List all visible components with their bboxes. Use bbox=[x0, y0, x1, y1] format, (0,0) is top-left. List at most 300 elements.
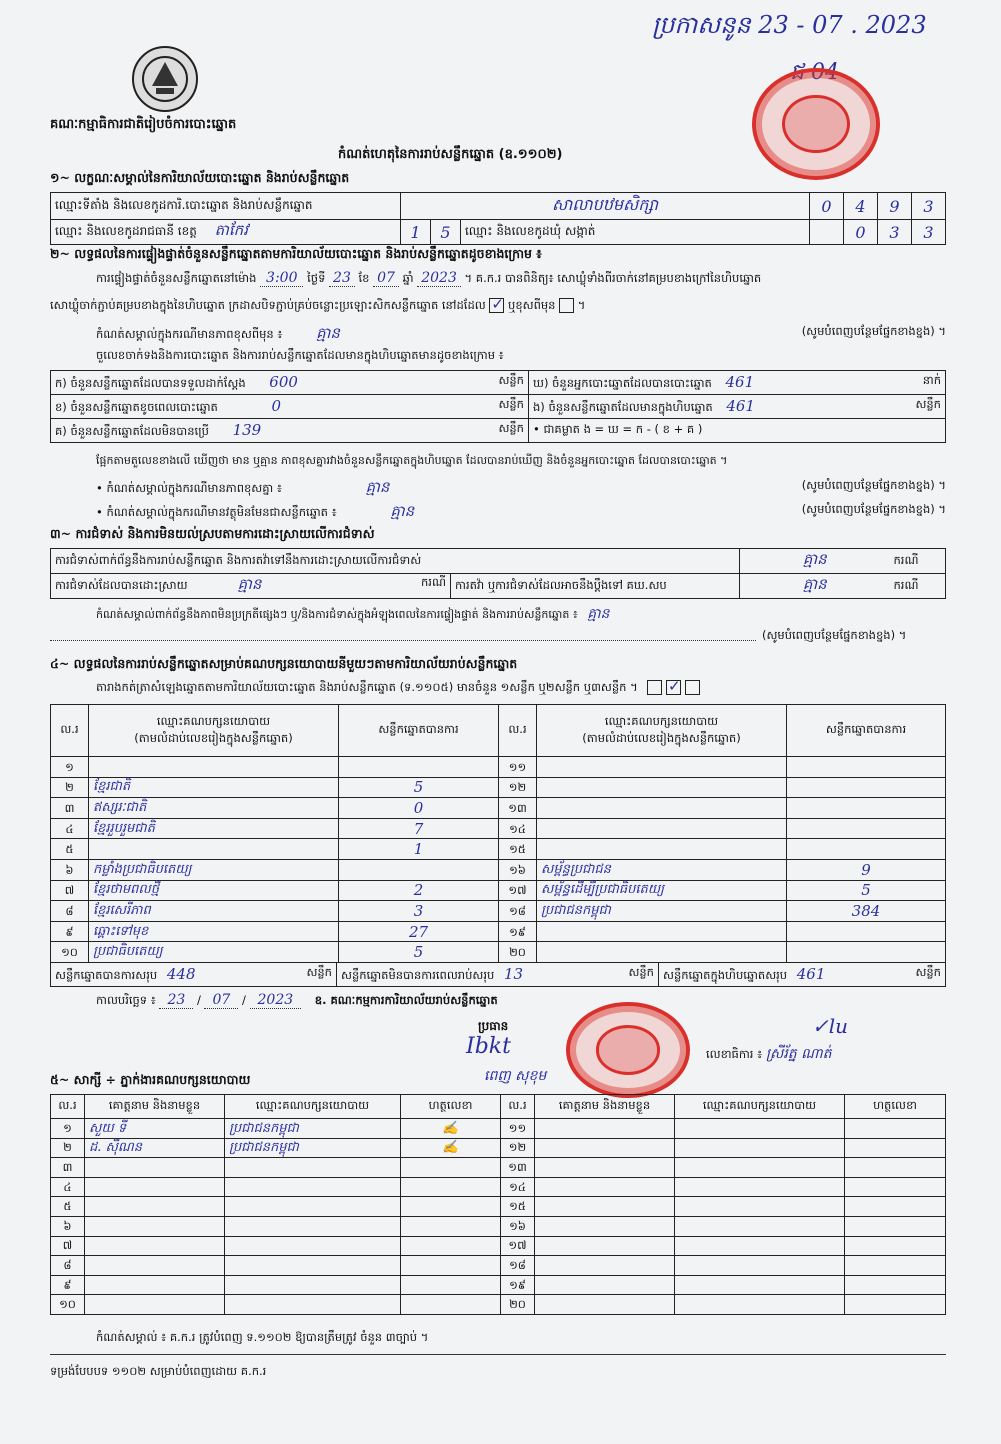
witness-no: ៣ bbox=[51, 1158, 85, 1178]
result-votes bbox=[787, 921, 946, 942]
result-party: សម្ព័ន្ធប្រជាជន bbox=[537, 859, 787, 880]
witness-signature bbox=[845, 1236, 946, 1256]
section-3-title: ៣~ ការជំទាស់ និងការមិនយល់ស្របតាមការដោះស្រាយលើការជំទាស់ bbox=[50, 526, 375, 541]
result-votes: 1 bbox=[339, 839, 499, 860]
objection-r2-text: ការជំទាស់ដែលបានដោះស្រាយ bbox=[55, 578, 188, 592]
witness-signature bbox=[845, 1295, 946, 1315]
result-party bbox=[537, 839, 787, 860]
witness-row bbox=[51, 1197, 946, 1217]
witness-no: ១៤ bbox=[501, 1177, 535, 1197]
witness-no: ១១ bbox=[501, 1119, 535, 1139]
province-label bbox=[51, 220, 401, 245]
result-no: ៧ bbox=[51, 880, 89, 901]
section-1-table bbox=[50, 192, 946, 245]
witness-party bbox=[675, 1216, 845, 1236]
result-party: កម្លាំងប្រជាធិបតេយ្យ bbox=[89, 859, 339, 880]
row-kh bbox=[51, 395, 529, 419]
witness-party bbox=[675, 1177, 845, 1197]
witness-party bbox=[675, 1119, 845, 1139]
result-votes: 5 bbox=[339, 942, 499, 963]
result-no: ៨ bbox=[51, 901, 89, 922]
formula: • ជាគម្លាត ង = ឃ = ក - ( ខ + គ ) bbox=[529, 419, 946, 443]
objection-r2-case2: ករណី bbox=[890, 574, 946, 599]
footer-divider bbox=[50, 1354, 946, 1355]
witness-no: ៩ bbox=[51, 1275, 85, 1295]
secretary-name: ស្រីរ័ត្ន ណាត់ bbox=[765, 1046, 832, 1062]
witness-no: ១៦ bbox=[501, 1216, 535, 1236]
witness-name bbox=[535, 1119, 675, 1139]
witness-signature bbox=[401, 1256, 501, 1276]
secretary-line bbox=[706, 1044, 832, 1065]
witness-signature bbox=[845, 1177, 946, 1197]
witness-signature bbox=[401, 1197, 501, 1217]
section-5-title: ៥~ សាក្សី ÷ ភ្នាក់ងារគណបក្សនយោបាយ bbox=[50, 1072, 251, 1087]
three-sheet-checkbox[interactable] bbox=[685, 680, 700, 695]
result-no: ៤ bbox=[51, 818, 89, 839]
province-code-1: 1 bbox=[401, 220, 431, 245]
result-party: ឆ្ពោះទៅមុខ bbox=[89, 921, 339, 942]
objection-table bbox=[50, 548, 946, 599]
witness-signature: ✍ bbox=[401, 1119, 501, 1139]
witness-signature bbox=[845, 1197, 946, 1217]
witness-signature bbox=[401, 1216, 501, 1236]
results-row bbox=[51, 942, 946, 963]
total-valid-value: 448 bbox=[166, 964, 196, 983]
result-party bbox=[537, 798, 787, 819]
total-invalid bbox=[337, 963, 659, 987]
total-box-label: សន្លឹកឆ្នោតក្នុងហិបឆ្នោតសរុប bbox=[663, 967, 788, 982]
ng-label: ង) ចំនួនសន្លឹកឆ្នោតដែលមានក្នុងហិបឆ្នោត bbox=[533, 399, 713, 414]
footer-text: ទម្រង់បែបបទ ១១០២ សម្រាប់បំពេញដោយ គ.ក.រ bbox=[50, 1364, 267, 1378]
result-no: ២០ bbox=[499, 942, 537, 963]
result-no: ៩ bbox=[51, 921, 89, 942]
result-votes bbox=[787, 839, 946, 860]
result-no: ៣ bbox=[51, 798, 89, 819]
witness-name bbox=[535, 1177, 675, 1197]
witness-name bbox=[535, 1256, 675, 1276]
result-votes bbox=[787, 777, 946, 798]
w-col-no-right: ល.រ bbox=[501, 1095, 535, 1119]
top-handwritten-number: ផ 04 bbox=[790, 60, 839, 85]
commune-code-2: 3 bbox=[878, 220, 912, 245]
g-value: 139 bbox=[232, 420, 262, 439]
result-no: ៥ bbox=[51, 839, 89, 860]
result-no: ១៨ bbox=[499, 901, 537, 922]
chair-name: ពេញ សុខុម bbox=[484, 1068, 547, 1084]
witness-signature: ✍ bbox=[401, 1138, 501, 1158]
witness-no: ១៣ bbox=[501, 1158, 535, 1178]
witness-name bbox=[85, 1158, 225, 1178]
witness-name bbox=[535, 1138, 675, 1158]
witness-no: ៨ bbox=[51, 1256, 85, 1276]
result-votes bbox=[787, 798, 946, 819]
results-row bbox=[51, 859, 946, 880]
col-party-right bbox=[537, 705, 787, 757]
object-note-label: • កំណត់សម្គាល់ក្នុងករណីមានវត្ថុមិនមែនជាសន្លឹកឆ្នោត ៖ bbox=[96, 505, 337, 519]
result-votes bbox=[339, 757, 499, 778]
commune-code-3: 3 bbox=[912, 220, 946, 245]
witness-signature bbox=[845, 1138, 946, 1158]
witness-no: ១២ bbox=[501, 1138, 535, 1158]
k-value: 600 bbox=[269, 372, 298, 391]
witness-party bbox=[225, 1275, 401, 1295]
witness-row bbox=[51, 1138, 946, 1158]
result-votes: 5 bbox=[339, 777, 499, 798]
results-row bbox=[51, 818, 946, 839]
ng-value: 461 bbox=[726, 396, 755, 415]
irregularity-dotted-line bbox=[50, 640, 756, 641]
results-table bbox=[50, 704, 946, 963]
w-col-name-left: គោត្តនាម និងនាមខ្លួន bbox=[85, 1095, 225, 1119]
difference-line: ផ្អែកតាមតួលេខខាងលើ ឃើញថា មាន ឬគ្មាន ភាពខុសគ្នារវាងចំនួនសន្លឹកឆ្នោតក្នុងហិបឆ្នោត ដែលបានរាប់ឃើញ និងចំនួនអ្នកបោះឆ្នោត ដែលបានបោះឆ្នោត ។ bbox=[96, 454, 728, 467]
object-note-hint: (សូមបំពេញបន្ថែមផ្នែកខាងខ្នង) ។ bbox=[801, 502, 946, 516]
diff-note-line bbox=[96, 478, 946, 500]
witness-name: សួយ ទី bbox=[85, 1119, 225, 1139]
kk-unit: នាក់ bbox=[922, 372, 941, 387]
change-note-label: កំណត់សម្គាល់ក្នុងករណីមានភាពខុសពីមុន ៖ bbox=[96, 327, 283, 341]
witness-signature bbox=[845, 1119, 946, 1139]
witness-name bbox=[535, 1295, 675, 1315]
two-sheet-checkbox[interactable] bbox=[666, 680, 681, 695]
results-row bbox=[51, 880, 946, 901]
witness-name bbox=[85, 1197, 225, 1217]
date-day: 23 bbox=[159, 992, 193, 1009]
results-row bbox=[51, 777, 946, 798]
witness-row bbox=[51, 1216, 946, 1236]
result-no: ១១ bbox=[499, 757, 537, 778]
witness-no: ៧ bbox=[51, 1236, 85, 1256]
witness-signature bbox=[401, 1177, 501, 1197]
secretary-signature: ✓lu bbox=[812, 1014, 849, 1038]
witness-no: ១៧ bbox=[501, 1236, 535, 1256]
w-col-no-left: ល.រ bbox=[51, 1095, 85, 1119]
result-votes: 7 bbox=[339, 818, 499, 839]
witness-no: ៥ bbox=[51, 1197, 85, 1217]
result-votes: 5 bbox=[787, 880, 946, 901]
witness-party bbox=[225, 1295, 401, 1315]
result-no: ២ bbox=[51, 777, 89, 798]
result-votes: 0 bbox=[339, 798, 499, 819]
w-col-sign-left: ហត្ថលេខា bbox=[401, 1095, 501, 1119]
total-box-value: 461 bbox=[796, 964, 826, 983]
witness-name bbox=[535, 1158, 675, 1178]
station-code-3: 9 bbox=[878, 193, 912, 220]
col-party-left-sub: (តាមលំដាប់លេខរៀងក្នុងសន្លឹកឆ្នោត) bbox=[134, 730, 293, 745]
result-party: ខ្មែរថាមពលថ្មី bbox=[89, 880, 339, 901]
witness-party bbox=[225, 1256, 401, 1276]
result-party: ប្រជាធិបតេយ្យ bbox=[89, 942, 339, 963]
w-col-party-right: ឈ្មោះគណបក្សនយោបាយ bbox=[675, 1095, 845, 1119]
results-row bbox=[51, 901, 946, 922]
verify-day: 23 bbox=[329, 270, 355, 287]
witness-row bbox=[51, 1158, 946, 1178]
verification-line-2: សោឃ្លុំចាក់ភ្ជាប់គម្របខាងក្នុងនៃហិបឆ្នោត ក្រដាសបិទភ្ជាប់គ្រប់ចន្លោះប្រឡោះសិកសន្លឹកឆ្នោត នៅដដែល ✓ ឬខុសពីមុន ។ bbox=[50, 298, 585, 315]
witness-party bbox=[225, 1177, 401, 1197]
kh-label: ខ) ចំនួនសន្លឹកឆ្នោតខូចពេលបោះឆ្នោត bbox=[55, 399, 218, 414]
result-votes bbox=[787, 757, 946, 778]
objection-r2-case: ករណី bbox=[421, 575, 446, 589]
irregularity-note-value: គ្មាន bbox=[587, 606, 610, 622]
result-party: ខ្មែរជាតិ bbox=[89, 777, 339, 798]
total-invalid-value: 13 bbox=[503, 964, 524, 983]
witness-party bbox=[225, 1197, 401, 1217]
verify-time-label: ការផ្ទៀងផ្ទាត់ចំនួនសន្លឹកឆ្នោតនៅម៉ោង bbox=[96, 271, 257, 285]
objection-r1-case: ករណី bbox=[890, 549, 946, 574]
form-title: កំណត់ហេតុនៃការរាប់សន្លឹកឆ្នោត (ឧ.១១០២) bbox=[338, 147, 563, 162]
result-no: ៦ bbox=[51, 859, 89, 880]
changed-option-label: ឬខុសពីមុន bbox=[508, 298, 556, 312]
witness-party bbox=[675, 1236, 845, 1256]
result-votes: 384 bbox=[787, 901, 946, 922]
witness-signature bbox=[401, 1236, 501, 1256]
witness-party bbox=[675, 1256, 845, 1276]
results-row bbox=[51, 757, 946, 778]
witness-name bbox=[85, 1295, 225, 1315]
total-invalid-unit: សន្លឹក bbox=[628, 964, 654, 979]
kk-label: ឃ) ចំនួនអ្នកបោះឆ្នោតដែលបានបោះឆ្នោត bbox=[533, 375, 712, 390]
witness-no: ១៩ bbox=[501, 1275, 535, 1295]
witness-row bbox=[51, 1256, 946, 1276]
station-label: ឈ្មោះទីតាំង និងលេខកូដការិ.បោះឆ្នោត និងរាប់សន្លឹកឆ្នោត bbox=[51, 193, 401, 220]
result-no: ១២ bbox=[499, 777, 537, 798]
objection-r1-label: ការជំទាស់ពាក់ព័ន្ធនឹងការរាប់សន្លឹកឆ្នោត និងការតវ៉ាទៅនឹងការដោះស្រាយលើការជំទាស់ bbox=[51, 549, 740, 574]
witness-party bbox=[675, 1295, 845, 1315]
witness-name: ដ. ស៊ីណន bbox=[85, 1138, 225, 1158]
k-unit: សន្លឹក bbox=[498, 372, 524, 387]
witness-name bbox=[535, 1216, 675, 1236]
witness-name bbox=[85, 1275, 225, 1295]
diff-note-label: • កំណត់សម្គាល់ក្នុងករណីមានភាពខុសគ្នា ៖ bbox=[96, 481, 282, 495]
result-party: ប្រជាជនកម្ពុជា bbox=[537, 901, 787, 922]
verify-text-1: ។ គ.ក.រ បានពិនិត្យ៖ សោឃ្លុំទាំងពីរចាក់នៅគម្របខាងក្រៅនៃហិបឆ្នោត bbox=[464, 271, 762, 285]
witness-no: ១ bbox=[51, 1119, 85, 1139]
col-party-right-title: ឈ្មោះគណបក្សនយោបាយ bbox=[604, 713, 719, 728]
witness-no: ៦ bbox=[51, 1216, 85, 1236]
province-code-2: 5 bbox=[431, 220, 461, 245]
row-ng bbox=[529, 395, 946, 419]
col-party-right-sub: (តាមលំដាប់លេខរៀងក្នុងសន្លឹកឆ្នោត) bbox=[582, 730, 741, 745]
witness-party bbox=[225, 1236, 401, 1256]
w-col-name-right: គោត្តនាម និងនាមខ្លួន bbox=[535, 1095, 675, 1119]
total-invalid-label: សន្លឹកឆ្នោតមិនបានការពេលរាប់សរុប bbox=[341, 967, 495, 982]
results-row bbox=[51, 921, 946, 942]
irregularity-note-line bbox=[96, 604, 946, 625]
committee-label: ឧ. គណៈកម្មការការិយាល័យរាប់សន្លឹកឆ្នោត bbox=[314, 993, 498, 1007]
change-note-value: គ្មាន bbox=[316, 324, 340, 342]
result-party: ឥស្សរៈជាតិ bbox=[89, 798, 339, 819]
w-col-party-left: ឈ្មោះគណបក្សនយោបាយ bbox=[225, 1095, 401, 1119]
witness-party bbox=[675, 1158, 845, 1178]
objection-r2-value2: គ្មាន bbox=[740, 574, 890, 599]
k-label: ក) ចំនួនសន្លឹកឆ្នោតដែលបានទទួលដាក់ស្តែង bbox=[55, 375, 246, 390]
station-code-1: 0 bbox=[810, 193, 844, 220]
g-label: គ) ចំនួនសន្លឹកឆ្នោតដែលមិនបានប្រើ bbox=[55, 423, 209, 438]
result-party bbox=[537, 818, 787, 839]
witness-row bbox=[51, 1236, 946, 1256]
witness-signature bbox=[845, 1158, 946, 1178]
objection-r1-value: គ្មាន bbox=[740, 549, 890, 574]
g-unit: សន្លឹក bbox=[498, 420, 524, 435]
witness-name bbox=[535, 1236, 675, 1256]
result-no: ១៤ bbox=[499, 818, 537, 839]
chair-label: ប្រធាន bbox=[478, 1019, 509, 1033]
result-party: ខ្មែរសេរីភាព bbox=[89, 901, 339, 922]
row-g bbox=[51, 419, 529, 443]
witness-name bbox=[535, 1275, 675, 1295]
date-line: កាលបរិច្ឆេទ ៖ 23 / 07 / 2023 ឧ. គណៈកម្មការការិយាល័យរាប់សន្លឹកឆ្នោត bbox=[96, 992, 498, 1008]
diff-note-value: គ្មាន bbox=[365, 478, 390, 496]
witness-row bbox=[51, 1177, 946, 1197]
row-k bbox=[51, 371, 529, 395]
final-note: កំណត់សម្គាល់ ៖ គ.ក.រ ត្រូវបំពេញ ទ.១១០២ ឱ្យបានត្រឹមត្រូវ ចំនួន ៣ច្បាប់ ។ bbox=[96, 1330, 429, 1344]
station-code-2: 4 bbox=[844, 193, 878, 220]
tally-intro bbox=[96, 680, 700, 697]
change-note-hint: (សូមបំពេញបន្ថែមផ្នែកខាងខ្នង) ។ bbox=[801, 324, 946, 338]
result-party bbox=[537, 777, 787, 798]
witness-no: ១៥ bbox=[501, 1197, 535, 1217]
verify-day-label: ថ្ងៃទី bbox=[307, 271, 326, 285]
province-label-text: ឈ្មោះ និងលេខកូដរាជធានី ខេត្ត bbox=[55, 224, 197, 238]
org-name: គណៈកម្មាធិការជាតិរៀបចំការបោះឆ្នោត bbox=[50, 117, 237, 132]
commune-code-1: 0 bbox=[844, 220, 878, 245]
section-2-title: ២~ លទ្ធផលនៃការផ្ទៀងផ្ទាត់ចំនួនសន្លឹកឆ្នោតតាមការិយាល័យបោះឆ្នោត និងរាប់សន្លឹកឆ្នោតដូចខាងក្រោម ៖ bbox=[50, 246, 542, 261]
totals-row bbox=[50, 962, 946, 987]
witness-no: ៤ bbox=[51, 1177, 85, 1197]
result-no: ១៧ bbox=[499, 880, 537, 901]
witness-name bbox=[85, 1256, 225, 1276]
changed-checkbox[interactable] bbox=[559, 298, 574, 313]
verify-year-label: ឆ្នាំ bbox=[402, 271, 414, 285]
results-row bbox=[51, 798, 946, 819]
result-votes bbox=[787, 818, 946, 839]
kh-value: 0 bbox=[271, 396, 282, 415]
kh-unit: សន្លឹក bbox=[498, 396, 524, 411]
w-col-sign-right: ហត្ថលេខា bbox=[845, 1095, 946, 1119]
witness-party bbox=[225, 1216, 401, 1236]
secretary-label: លេខាធិការ ៖ bbox=[706, 1047, 763, 1061]
change-note-line bbox=[96, 324, 946, 346]
date-label: កាលបរិច្ឆេទ ៖ bbox=[96, 993, 156, 1007]
total-valid bbox=[51, 963, 337, 987]
chair-signature: Ibkt bbox=[466, 1034, 511, 1059]
section-4-title: ៤~ លទ្ធផលនៃការរាប់សន្លឹកឆ្នោតសម្រាប់គណបក្សនយោបាយនីមួយៗតាមការិយាល័យរាប់សន្លឹកឆ្នោត bbox=[50, 656, 518, 671]
result-party: សម្ព័ន្ធដើម្បីប្រជាធិបតេយ្យ bbox=[537, 880, 787, 901]
witness-signature bbox=[845, 1256, 946, 1276]
province-value: តាកែវ bbox=[214, 221, 248, 239]
witness-party bbox=[675, 1138, 845, 1158]
objection-r2-label2: ការតវ៉ា ឬការជំទាស់ដែលអាចនឹងប្តឹងទៅ គឃ.សប bbox=[451, 574, 740, 599]
tally-intro-text: តារាងកត់ត្រាសំឡេងឆ្នោតតាមការិយាល័យបោះឆ្នោត និងរាប់សន្លឹកឆ្នោត (ទ.១១០៥) មានចំនួន ១សន្លឹក ឬ២សន្លឹក ឬ៣សន្លឹក ។ bbox=[96, 680, 638, 694]
col-no-right: ល.រ bbox=[499, 705, 537, 757]
witness-signature bbox=[845, 1216, 946, 1236]
witness-signature bbox=[401, 1295, 501, 1315]
witness-row bbox=[51, 1295, 946, 1315]
verify-time: 3:00 bbox=[260, 270, 303, 287]
irregularity-hint: (សូមបំពេញបន្ថែមផ្នែកខាងខ្នង) ។ bbox=[762, 628, 907, 642]
verify-text-2: សោឃ្លុំចាក់ភ្ជាប់គម្របខាងក្នុងនៃហិបឆ្នោត ក្រដាសបិទភ្ជាប់គ្រប់ចន្លោះប្រឡោះសិកសន្លឹកឆ្នោត នៅដដែល bbox=[50, 298, 486, 312]
result-party bbox=[537, 757, 787, 778]
kk-value: 461 bbox=[725, 372, 755, 391]
results-row bbox=[51, 839, 946, 860]
same-checkbox[interactable] bbox=[489, 298, 504, 313]
result-no: ១៩ bbox=[499, 921, 537, 942]
result-no: ១ bbox=[51, 757, 89, 778]
result-votes bbox=[787, 942, 946, 963]
irregularity-note-label: កំណត់សម្គាល់ពាក់ព័ន្ធនឹងភាពមិនប្រក្រតីផ្សេងៗ ឬ/និងការជំទាស់ក្នុងអំឡុងពេលនៃការផ្ទៀងផ្ទាត់ និងការរាប់សន្លឹកឆ្នោត ៖ bbox=[96, 608, 578, 621]
col-party-left bbox=[89, 705, 339, 757]
col-votes-left: សន្លឹកឆ្នោតបានការ bbox=[339, 705, 499, 757]
witness-no: ២០ bbox=[501, 1295, 535, 1315]
result-no: ១០ bbox=[51, 942, 89, 963]
nec-logo bbox=[132, 46, 198, 112]
total-valid-unit: សន្លឹក bbox=[306, 964, 332, 979]
verify-month-label: ខែ bbox=[358, 271, 370, 285]
witness-name bbox=[535, 1197, 675, 1217]
official-seal-bottom bbox=[566, 1002, 690, 1098]
total-box-unit: សន្លឹក bbox=[915, 964, 941, 979]
top-handwritten-note: ប្រកាសនូន 23 - 07 . 2023 bbox=[652, 11, 927, 39]
witness-table bbox=[50, 1094, 946, 1315]
commune-code-blank bbox=[810, 220, 844, 245]
witness-row bbox=[51, 1119, 946, 1139]
witness-party bbox=[225, 1158, 401, 1178]
col-votes-right: សន្លឹកឆ្នោតបានការ bbox=[787, 705, 946, 757]
witness-name bbox=[85, 1216, 225, 1236]
result-party bbox=[537, 942, 787, 963]
witness-party bbox=[675, 1275, 845, 1295]
result-party bbox=[89, 839, 339, 860]
one-sheet-checkbox[interactable] bbox=[647, 680, 662, 695]
station-value: សាលាបឋមសិក្សា bbox=[401, 193, 810, 220]
result-party: ខ្មែររួបរួមជាតិ bbox=[89, 818, 339, 839]
col-party-left-title: ឈ្មោះគណបក្សនយោបាយ bbox=[156, 713, 271, 728]
station-code-4: 3 bbox=[912, 193, 946, 220]
diff-note-hint: (សូមបំពេញបន្ថែមផ្នែកខាងខ្នង) ។ bbox=[801, 478, 946, 492]
witness-no: ២ bbox=[51, 1138, 85, 1158]
witness-signature bbox=[845, 1275, 946, 1295]
count-intro: ចួលេខចាក់ទងនិងការបោះឆ្នោត និងការរាប់សន្លឹកឆ្នោតដែលមានក្នុងហិបឆ្នោតមានដូចខាងក្រោម ៖ bbox=[96, 348, 504, 362]
count-table bbox=[50, 370, 946, 443]
witness-party: ប្រជាជនកម្ពុជា bbox=[225, 1138, 401, 1158]
verification-line-1 bbox=[96, 270, 946, 288]
witness-signature bbox=[401, 1158, 501, 1178]
row-kk bbox=[529, 371, 946, 395]
result-party bbox=[537, 921, 787, 942]
witness-name bbox=[85, 1177, 225, 1197]
result-votes bbox=[339, 859, 499, 880]
verify-month: 07 bbox=[373, 270, 399, 287]
result-no: ១៦ bbox=[499, 859, 537, 880]
result-party bbox=[89, 757, 339, 778]
witness-row bbox=[51, 1275, 946, 1295]
date-year: 2023 bbox=[250, 992, 302, 1009]
witness-no: ១៨ bbox=[501, 1256, 535, 1276]
total-valid-label: សន្លឹកឆ្នោតបានការសរុប bbox=[55, 967, 158, 982]
witness-name bbox=[85, 1236, 225, 1256]
total-box bbox=[659, 963, 946, 987]
col-no-left: ល.រ bbox=[51, 705, 89, 757]
witness-no: ១០ bbox=[51, 1295, 85, 1315]
date-month: 07 bbox=[204, 992, 238, 1009]
object-note-line bbox=[96, 502, 946, 524]
object-note-value: គ្មាន bbox=[390, 502, 415, 520]
result-no: ១៥ bbox=[499, 839, 537, 860]
objection-r2-value: គ្មាន bbox=[237, 575, 262, 593]
result-votes: 27 bbox=[339, 921, 499, 942]
result-votes: 9 bbox=[787, 859, 946, 880]
witness-party: ប្រជាជនកម្ពុជា bbox=[225, 1119, 401, 1139]
result-no: ១៣ bbox=[499, 798, 537, 819]
